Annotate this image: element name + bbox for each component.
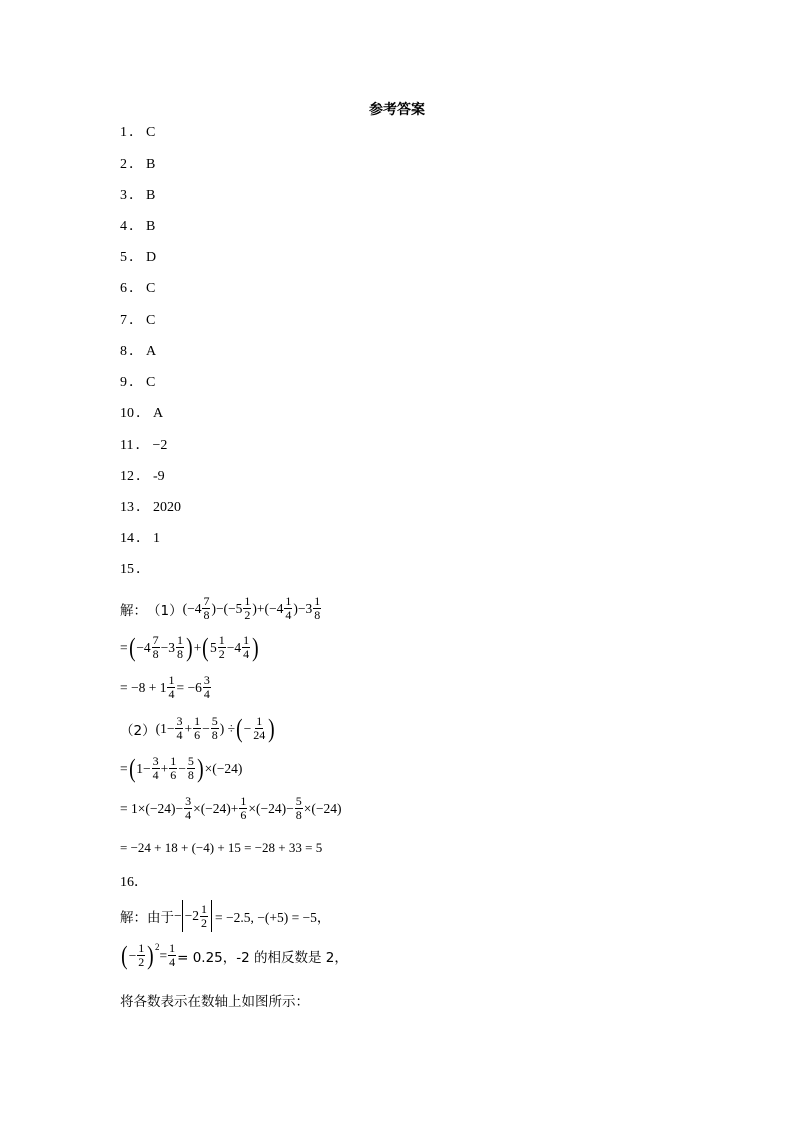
answer-separator: ． xyxy=(136,500,150,515)
q16-eq1-tail: = −2.5, −(+5) = −5， xyxy=(215,910,331,925)
answer-value: B xyxy=(146,219,156,234)
answer-value: 2020 xyxy=(153,500,181,515)
answer-number: 14 xyxy=(120,531,134,546)
q15-step-1: 解： （1） (−4 7 8 )−(−5 1 2 )+(−4 1 4 )−3 1 8 xyxy=(120,594,321,622)
answer-item xyxy=(120,343,156,361)
answer-value: C xyxy=(146,281,156,296)
answer-number: 2 xyxy=(120,157,127,172)
answer-separator: ． xyxy=(136,562,150,577)
answer-number: 10 xyxy=(120,406,134,421)
answer-separator: ． xyxy=(129,344,143,359)
answer-number: 3 xyxy=(120,188,127,203)
answer-item xyxy=(120,561,153,579)
answer-separator: ． xyxy=(135,438,150,453)
answer-separator: ． xyxy=(129,188,143,203)
answer-separator: ． xyxy=(136,469,150,484)
answer-item xyxy=(120,249,156,267)
answer-value: -9 xyxy=(153,469,165,484)
q15-step-2: = ( −4 7 8 −3 1 8 ) + ( 5 1 2 −4 1 4 ) xyxy=(120,632,259,662)
answer-item xyxy=(120,405,163,423)
answer-value: B xyxy=(146,188,156,203)
answer-number: 4 xyxy=(120,219,127,234)
part-label: （1） xyxy=(147,602,183,619)
answer-separator: ． xyxy=(136,406,150,421)
answer-separator: ． xyxy=(136,531,150,546)
answer-number: 9 xyxy=(120,375,127,390)
solution-label: 解： xyxy=(120,602,147,619)
answer-separator: ． xyxy=(129,157,143,172)
q15-step-4: （2） (1− $\frac{3}{4}$ + $\frac{1}{6}$ − $\frac{5}{8}$ ) ÷ ( − $\frac{1}{24}$ ) xyxy=(120,713,275,743)
answer-value: C xyxy=(146,375,156,390)
answer-item xyxy=(120,437,167,455)
answer-number: 6 xyxy=(120,281,127,296)
answer-number: 8 xyxy=(120,344,127,359)
answer-item xyxy=(120,156,155,174)
q16-step-3: 将各数表示在数轴上如图所示： xyxy=(120,994,309,1010)
answer-separator: ． xyxy=(129,125,143,140)
q15-step-3: = −8 + 1 $\frac{1}{4}$ = −6 3 4 xyxy=(120,673,210,701)
answer-value: 1 xyxy=(153,531,160,546)
q16-eq2-tail: = 0.25，-2 的相反数是 2， xyxy=(177,949,348,966)
q16-step-1: 解：由于 − −2 1 2 = −2.5, −(+5) = −5， xyxy=(120,900,330,932)
answer-item xyxy=(120,468,165,486)
solution-label: 解：由于 xyxy=(120,910,174,926)
q15-step-6: = 1×(−24)− $\frac{3}{4}$ ×(−24)+ $\frac{1}{6}$ ×(−24)− $\frac{5}{8}$ ×(−24) xyxy=(120,794,342,822)
answer-item xyxy=(120,187,155,205)
answer-number: 15 xyxy=(120,562,134,577)
answer-number: 12 xyxy=(120,469,134,484)
answer-item xyxy=(120,124,155,142)
answer-number: 7 xyxy=(120,313,127,328)
q16-step-2: ( − $\frac{1}{2}$ ) $^2$ = $\frac{1}{4}$ = 0.25，-2 的相反数是 2， xyxy=(121,940,348,970)
answer-separator: ． xyxy=(129,375,143,390)
answer-value: A xyxy=(153,406,164,421)
answer-value: D xyxy=(146,250,157,265)
answer-number: 11 xyxy=(120,438,134,453)
answer-item xyxy=(120,280,155,298)
answer-item xyxy=(120,530,160,548)
answer-item xyxy=(120,374,155,392)
answer-separator: ． xyxy=(129,313,143,328)
answer-number: 13 xyxy=(120,500,134,515)
answer-value: −2 xyxy=(152,438,168,453)
q15-step-5: = ( 1− $\frac{3}{4}$ + $\frac{1}{6}$ − $\frac{5}{8}$ ) ×(−24) xyxy=(120,753,243,783)
q16-number: 16． xyxy=(120,875,148,890)
answer-item xyxy=(120,218,155,236)
answer-separator: ． xyxy=(129,250,143,265)
answer-item xyxy=(120,499,181,517)
answer-item xyxy=(120,312,155,330)
answer-value: C xyxy=(146,313,156,328)
answer-value: B xyxy=(146,157,156,172)
answer-value: C xyxy=(146,125,156,140)
answer-separator: ． xyxy=(129,219,143,234)
answer-number: 1 xyxy=(120,125,127,140)
part-label: （2） xyxy=(120,722,156,739)
answer-separator: ． xyxy=(129,281,143,296)
q15-step-7: = −24 + 18 + (−4) + 15 = −28 + 33 = 5 xyxy=(120,840,323,855)
page-title: 参考答案 xyxy=(369,102,425,118)
answer-number: 5 xyxy=(120,250,127,265)
answer-value: A xyxy=(146,344,157,359)
